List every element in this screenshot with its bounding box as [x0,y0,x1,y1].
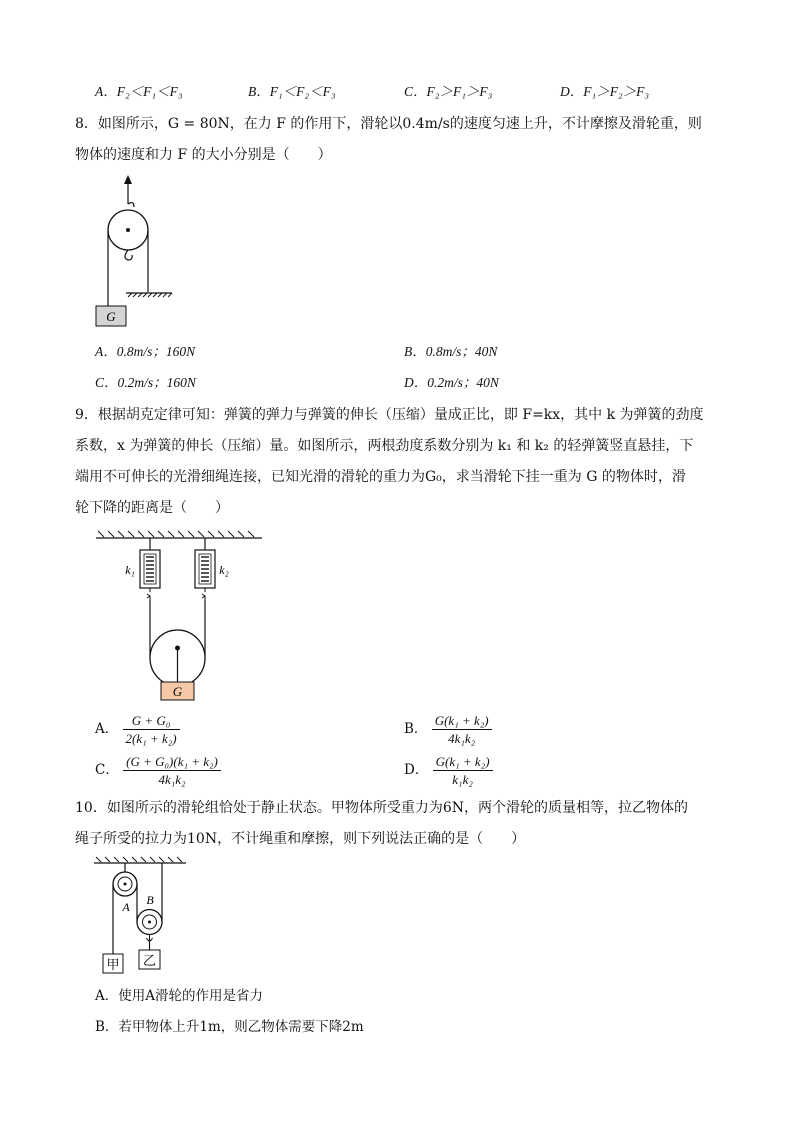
q8-option-c[interactable]: C．0.2m/s；160N [95,375,196,390]
q10-pulley-a-label: A [122,900,130,914]
q9-option-c-fraction [123,753,221,788]
q9-stem-line2: 系数，x 为弹簧的伸长（压缩）量。如图所示，两根劲度系数分别为 k₁ 和 k₂ 的轻弹簧竖直悬挂，下 [75,438,694,454]
q7-option-b[interactable]: B．F₁＜F₂＜F₃ [248,84,336,99]
q9-option-a[interactable] [95,712,180,747]
q9-option-b[interactable] [404,712,492,747]
q8-weight-label: G [106,309,116,324]
q9-option-c-numerator: (G + G₀)(k₁ + k₂) [123,753,221,771]
q9-stem-line1: 9．根据胡克定律可知：弹簧的弹力与弹簧的伸长（压缩）量成正比，即 F=kx，其中 k 为弹簧的劲度 [75,407,704,423]
q8-stem-line2: 物体的速度和力 F 的大小分别是（ ） [75,147,332,163]
q9-option-b-prefix: B． [404,721,428,737]
q9-option-b-fraction [432,712,492,747]
q9-option-d[interactable] [404,753,493,788]
q9-option-b-numerator: G(k₁ + k₂) [432,712,492,730]
q8-figure-pulley [90,172,180,332]
q9-option-d-numerator: G(k₁ + k₂) [433,753,493,771]
q9-weight-label: G [172,684,183,699]
q8-option-b[interactable]: B．0.8m/s；40N [404,344,498,359]
q9-spring2-label: k₂ [219,563,229,577]
q10-body-yi-label: 乙 [142,953,157,968]
q10-option-b[interactable]: B．若甲物体上升1m，则乙物体需要下降2m [95,1019,364,1035]
q9-option-a-fraction [123,712,180,747]
q10-figure-pulleys [92,854,192,978]
q9-stem-line3: 端用不可伸长的光滑细绳连接，已知光滑的滑轮的重力为G₀，求当滑轮下挂一重为 G 的物体时，滑 [75,469,686,485]
q9-option-a-numerator: G + G₀ [123,712,180,730]
q8-stem-line1: 8．如图所示，G = 80N，在力 F 的作用下，滑轮以0.4m/s的速度匀速上升，不计摩擦及滑轮重，则 [75,116,702,132]
q7-option-a[interactable]: A．F₂＜F₁＜F₃ [95,84,183,99]
q9-figure-springs [92,528,267,708]
q10-pulley-b-label: B [146,893,154,907]
q9-stem-line4: 轮下降的距离是（ ） [75,500,229,516]
q10-stem-line1: 10．如图所示的滑轮组恰处于静止状态。甲物体所受重力为6N，两个滑轮的质量相等，拉乙物体的 [75,800,688,816]
q9-option-a-prefix: A． [95,721,119,737]
q9-option-a-denominator: 2(k₁ + k₂) [125,731,177,746]
q9-spring1-label: k₁ [125,563,135,577]
q9-option-c-denominator: 4k₁k₂ [158,772,186,787]
q9-option-d-fraction [433,753,493,788]
q9-option-d-prefix: D． [404,762,429,778]
q7-option-d[interactable]: D．F₁＞F₂＞F₃ [560,84,650,99]
q10-option-a[interactable]: A．使用A滑轮的作用是省力 [95,988,263,1004]
q7-option-c[interactable]: C．F₂＞F₁＞F₃ [404,84,493,99]
q10-body-jia-label: 甲 [106,957,120,972]
q9-option-d-denominator: k₁k₂ [452,772,473,787]
q8-option-d[interactable]: D．0.2m/s；40N [404,375,499,390]
q8-option-a[interactable]: A．0.8m/s；160N [95,344,196,359]
q9-option-c-prefix: C． [95,762,119,778]
q10-stem-line2: 绳子所受的拉力为10N，不计绳重和摩擦，则下列说法正确的是（ ） [75,831,526,847]
q9-option-b-denominator: 4k₁k₂ [448,731,476,746]
q9-option-c[interactable] [95,753,221,788]
